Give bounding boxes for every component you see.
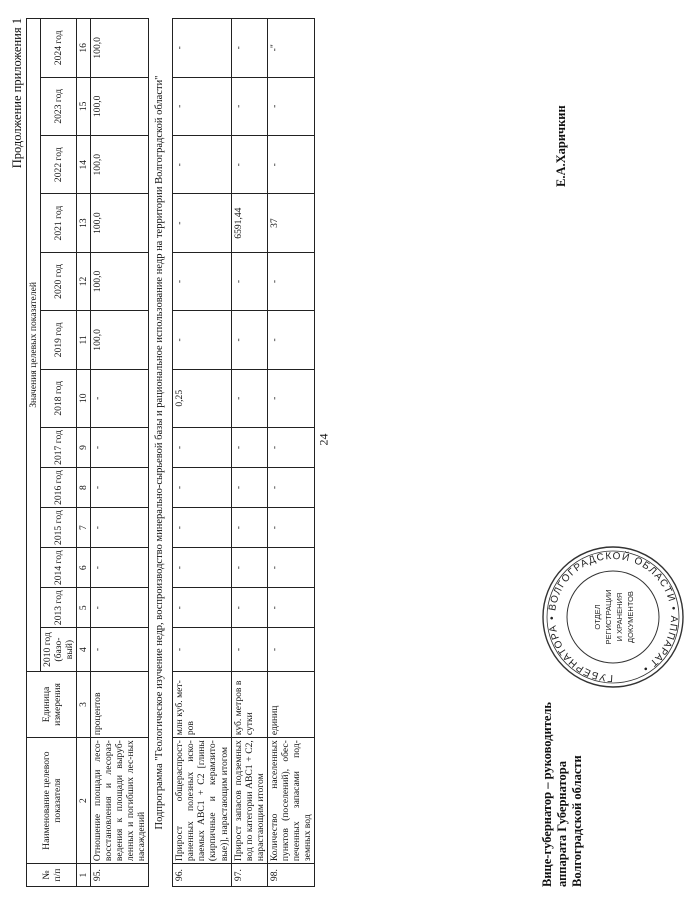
table-row [267,19,314,887]
column-index: 2 [77,738,91,864]
value-cell: - [91,548,149,588]
year-header: 2024 год [41,19,77,78]
value-cell: - [267,311,314,369]
value-cell: 6591,44 [231,194,267,252]
column-index: 4 [77,628,91,672]
subprogram-row [149,19,173,887]
indicator-name: Отношение площади лесо-восстановления и лесораз-ведения к площади выруб-ленных и погибших лес-ных насаждений [91,738,149,864]
value-cell: - [267,369,314,427]
value-cell: - [267,136,314,194]
value-cell: 100,0 [91,194,149,252]
value-cell: 0,25 [173,369,231,427]
value-cell: - [91,468,149,508]
value-cell: - [91,369,149,427]
unit-cell: процентов [91,671,149,737]
value-cell: - [173,548,231,588]
column-index: 7 [77,508,91,548]
value-cell: - [231,508,267,548]
official-stamp [538,542,688,692]
column-index: 1 [77,864,91,887]
value-cell: - [91,628,149,672]
indicator-name: Прирост запасов подземных вод по категории АВС1 + С2, нарастающим итогом [231,738,267,864]
col-unit-header: Единица измерения [27,671,77,737]
targets-table [26,18,315,887]
value-cell: - [91,588,149,628]
year-header: 2021 год [41,194,77,252]
index-row [77,19,91,887]
value-cell: - [91,508,149,548]
table-row [91,19,149,887]
stamp-inner-line: И ХРАНЕНИЯ [615,592,624,642]
value-cell: - [267,427,314,467]
value-cell: - [267,508,314,548]
row-number: 95. [91,864,149,887]
value-cell: - [173,628,231,672]
column-index: 12 [77,252,91,310]
row-number: 97. [231,864,267,887]
value-cell: 37 [267,194,314,252]
value-cell: - [173,252,231,310]
signer-title-line: Вице-губернатор – руководитель [540,701,554,887]
signer-title [540,702,585,887]
value-cell: - [267,77,314,135]
signer-title-line: аппарата Губернатора [555,761,569,887]
year-header: 2017 год [41,427,77,467]
value-cell: - [231,468,267,508]
year-header: 2022 год [41,136,77,194]
value-cell: - [173,468,231,508]
value-cell: - [231,311,267,369]
signature-block [540,18,680,887]
unit-cell: куб. метров в сутки [231,671,267,737]
value-cell: 100,0 [91,136,149,194]
subprogram-title: Подпрограмма "Геологическое изучение недр, воспроизводство минерально-сырьевой базы и рациональное использование недр на территории Волгоградской области" [154,75,166,830]
value-cell: - [231,19,267,78]
stamp-inner-line: ДОКУМЕНТОВ [626,591,635,643]
year-header: 2018 год [41,369,77,427]
col-num-header: № п/п [27,864,77,887]
value-cell: - [173,311,231,369]
value-cell: - [231,252,267,310]
value-cell: - [267,252,314,310]
stamp-inner-line: ОТДЕЛ [593,604,602,630]
signer-title-line: Волгоградской области [570,755,584,887]
stamp-outer-text: ГУБЕРНАТОРА • ВОЛГОГРАДСКОЙ ОБЛАСТИ • АППАРАТ • [546,550,680,684]
column-index: 5 [77,588,91,628]
value-cell: -" [267,19,314,78]
indicator-name: Количество населенных пунктов (поселений), обес-печенных запасами под-земных вод [267,738,314,864]
column-index: 6 [77,548,91,588]
col-values-header: Значения целевых показателей [27,19,41,672]
value-cell: - [231,369,267,427]
year-header: 2023 год [41,77,77,135]
value-cell: - [267,468,314,508]
value-cell: - [173,508,231,548]
year-header: 2019 год [41,311,77,369]
column-index: 16 [77,19,91,78]
page-number: 24 [316,433,331,446]
value-cell: - [173,588,231,628]
value-cell: - [173,136,231,194]
year-header: 2016 год [41,468,77,508]
unit-cell: млн куб. мет-ров [173,671,231,737]
column-index: 11 [77,311,91,369]
value-cell: - [267,628,314,672]
signer-name: Е.А.Харичкин [554,105,568,187]
value-cell: - [173,19,231,78]
value-cell: - [173,194,231,252]
table-body [91,19,315,887]
value-cell: - [231,427,267,467]
indicator-name: Прирост общераспрост-раненных полезных иско-паемых АВС1 + С2 [глины (кирпичные и керамзито-вые)], нарастающим итогом [173,738,231,864]
value-cell: - [231,77,267,135]
row-number: 98. [267,864,314,887]
value-cell: - [173,77,231,135]
value-cell: - [231,136,267,194]
column-index: 14 [77,136,91,194]
column-index: 10 [77,369,91,427]
column-index: 13 [77,194,91,252]
year-header: 2010 год (базо-вый) [41,628,77,672]
value-cell: 100,0 [91,19,149,78]
stamp-inner-line: РЕГИСТРАЦИИ [604,589,613,645]
value-cell: - [91,427,149,467]
value-cell: 100,0 [91,311,149,369]
table-row [231,19,267,887]
year-header: 2014 год [41,548,77,588]
unit-cell: единиц [267,671,314,737]
year-header: 2015 год [41,508,77,548]
column-index: 15 [77,77,91,135]
column-index: 3 [77,671,91,737]
column-index: 8 [77,468,91,508]
table-row [173,19,231,887]
year-header: 2013 год [41,588,77,628]
year-header: 2020 год [41,252,77,310]
value-cell: 100,0 [91,252,149,310]
value-cell: - [231,628,267,672]
column-index: 9 [77,427,91,467]
value-cell: - [173,427,231,467]
value-cell: - [231,588,267,628]
row-number: 96. [173,864,231,887]
value-cell: - [231,548,267,588]
value-cell: 100,0 [91,77,149,135]
header-row [27,19,41,887]
col-name-header: Наименование целевого показателя [27,738,77,864]
value-cell: - [267,548,314,588]
value-cell: - [267,588,314,628]
rotated-page [10,10,680,895]
continuation-caption: Продолжение приложения 1 [10,18,24,169]
